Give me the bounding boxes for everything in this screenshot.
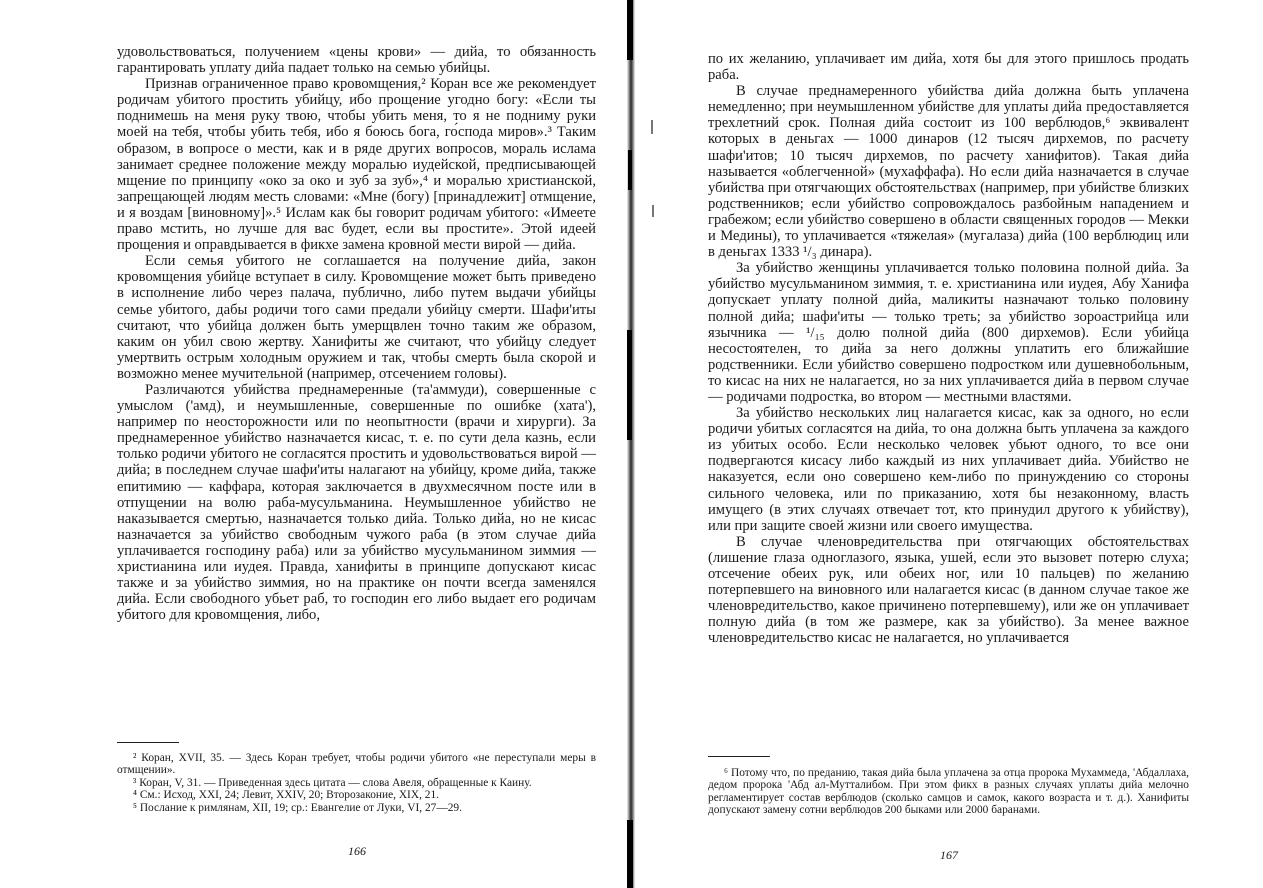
- footnote: ² Коран, XVII, 35. — Здесь Коран требует, чтобы родичи убитого «не переступали меры в отмщении».: [117, 752, 596, 777]
- footnote: ⁶ Потому что, по преданию, такая дийа была уплачена за отца пророка Мухаммеда, 'Абдаллаха, дедом пророка 'Абд ал-Мутталибом. При этом фикх в разных случаях уплаты дийа мелочно регламентирует состав верблюдов (сколько самцов и самок, какого возраста и т. д.). Ханифиты допускают замену сотни верблюдов 200 быками или 2000 баранами.: [708, 767, 1189, 817]
- paragraph: Признав ограниченное право кровомщения,² Коран все же рекомендует родичам убитого простить убийцу, ибо прощение угодно богу: «Если ты поднимешь на меня руку твою, чтобы убить меня, то я не подниму руки моей на тебя, чтобы убить тебя, ибо я боюсь бога, го́спода миров».³ Таким образом, в вопросе о мести, как и в ряде других вопросов, мораль ислама занимает среднее положение между моралью иудейской, предписывающей мщение по принципу «око за око и зуб за зуб»,⁴ и моралью христианской, запрещающей людям месть словами: «Мне (богу) [принадлежит] отмщение, и я воздам [виновному]».⁵ Ислам как бы говорит родичам убитого: «Имеете право мстить, но лучше для вас будет, если вы простите». Этой идеей прощения и оправдывается в фикхе замена кровной мести вирой — дийа.: [117, 76, 596, 254]
- footnote-divider: [708, 756, 770, 757]
- left-footnotes: [117, 752, 596, 814]
- paragraph: За убийство нескольких лиц налагается кисас, как за одного, но если родичи убитых согласятся на дийа, то она должна быть уплачена за каждого из убитых особо. Если несколько человек убьют одного, то все они подвергаются кисасу либо каждый из них уплачивает дийа. Убийство не наказуется, если оно совершено кем-либо по принуждению со стороны сильного человека, или по приказанию, хотя бы незаконному, власть имущего (в этих случаях отвечает тот, кто принудил другого к убийству), или при защите своей жизни или своего имущества.: [708, 405, 1189, 534]
- paragraph: Различаются убийства преднамеренные (та'аммуди), совершенные с умыслом ('амд), и неумышленные, совершенные по ошибке (хата'), например по неосторожности или по неопытности (врачи и хирурги). За преднамеренное убийство назначается кисас, т. е. по сути дела казнь, если только родичи убитого не согласятся простить и удовольствоваться вирой — дийа; в последнем случае шафи'иты налагают на убийцу, кроме дийа, также епитимию — каффара, которая заключается в двухмесячном посте или в отпущении на волю раба-мусульманина. Неумышленное убийство не наказывается смертью, назначается только дийа. Только дийа, но не кисас назначается за убийство свободным чужого раба (в этом случае дийа уплачивается господину раба) или за убийство мусульманином зиммия — христианина или иудея. Правда, ханифиты в принципе допускают кисас также и за убийство зиммия, но на практике он почти всегда заменялся дийа. Если свободного убьет раб, то господин его либо выдает его родичам убитого для кровомщения, либо,: [117, 381, 596, 624]
- footnote: ⁵ Послание к римлянам, XII, 19; ср.: Евангелие от Луки, VI, 27—29.: [133, 801, 462, 814]
- left-page: [0, 0, 631, 888]
- paragraph: по их желанию, уплачивает им дийа, хотя бы для этого пришлось продать раба.: [708, 51, 1189, 84]
- paragraph: За убийство женщины уплачивается только половина полной дийа. За убийство мусульманином зиммия, т. е. христианина или иудея, Абу Ханифа допускает уплату полной дийа, маликиты назначают только половину полной дийа; шафи'иты — только треть; за убийство зороастрийца или язычника — ¹/₁₅ долю полной дийа (800 дирхемов). Если убийца несостоятелен, то дийа за него должны уплатить его ближайшие родственники. Если убийство совершено подростком или душевнобольным, то кисас на них не налагается, но за них уплачивается дийа в первом случае — родичами подростка, во втором — местными властями.: [708, 260, 1189, 405]
- left-page-text: [117, 44, 596, 623]
- paragraph: В случае преднамеренного убийства дийа должна быть уплачена немедленно; при неумышленном убийстве для уплаты дийа предоставляется трехлетний срок. Полная дийа состоит из 100 верблюдов,⁶ эквивалент которых в деньгах — 1000 динаров (12 тысяч дирхемов, по расчету шафи'итов; 10 тысяч дирхемов, по расчету ханифитов). Такая дийа называется «облегченной» (мухаффафа). Но если дийа назначается в случае убийства при отягчающих обстоятельствах (например, при убийстве близких родственников; если убийство сопровождалось разбойным нападением и грабежом; если убийство совершено в области священных городов — Мекки и Медины), то уплачивается «тяжелая» (мугалаза) дийа (100 верблюдиц или в деньгах 1333 ¹/₃ динара).: [708, 83, 1189, 261]
- page-number: 167: [940, 848, 958, 862]
- right-footnotes: [708, 767, 1189, 817]
- paragraph: удовольствоваться, получением «цены крови» — дийа, то обязанность гарантировать уплату дийа падает только на семью убийцы.: [117, 44, 596, 77]
- right-page-text: [708, 51, 1189, 646]
- paragraph: В случае членовредительства при отягчающих обстоятельствах (лишение глаза одноглазого, языка, ушей, если это вызовет потерю слуха; отсечение обеих рук, или обеих ног, или 10 пальцев) по желанию потерпевшего на виновного или налагается кисас (в данном случае такое же членовредительство, какое причинено потерпевшему), или же он уплачивает полную дийа (в том же размере, как за убийство). За менее важное членовредительство кисас не налагается, но уплачивается: [708, 533, 1189, 647]
- paragraph: Если семья убитого не соглашается на получение дийа, закон кровомщения убийце вступает в силу. Кровомщение может быть приведено в исполнение либо через палача, публично, либо путем выдачи убийцы семье убитого, дабы родичи того сами предали убийцу смерти. Шафи'иты считают, что убийца должен быть умерщвлен точно таким же образом, каким он убил свою жертву. Ханифиты же считают, что убийцу следует умертвить острым холодным оружием и так, чтобы смерть была скорой и возможно менее мучительной (например, отсечением головы).: [117, 253, 596, 382]
- page-number: 166: [348, 844, 366, 858]
- footnote: ³ Коран, V, 31. — Приведенная здесь цитата — слова Авеля, обращенные к Каину.: [133, 776, 532, 789]
- right-page: [631, 0, 1263, 888]
- footnote: ⁴ См.: Исход, XXI, 24; Левит, XXIV, 20; Второзаконие, XIX, 21.: [133, 789, 440, 802]
- footnote-divider: [117, 742, 179, 743]
